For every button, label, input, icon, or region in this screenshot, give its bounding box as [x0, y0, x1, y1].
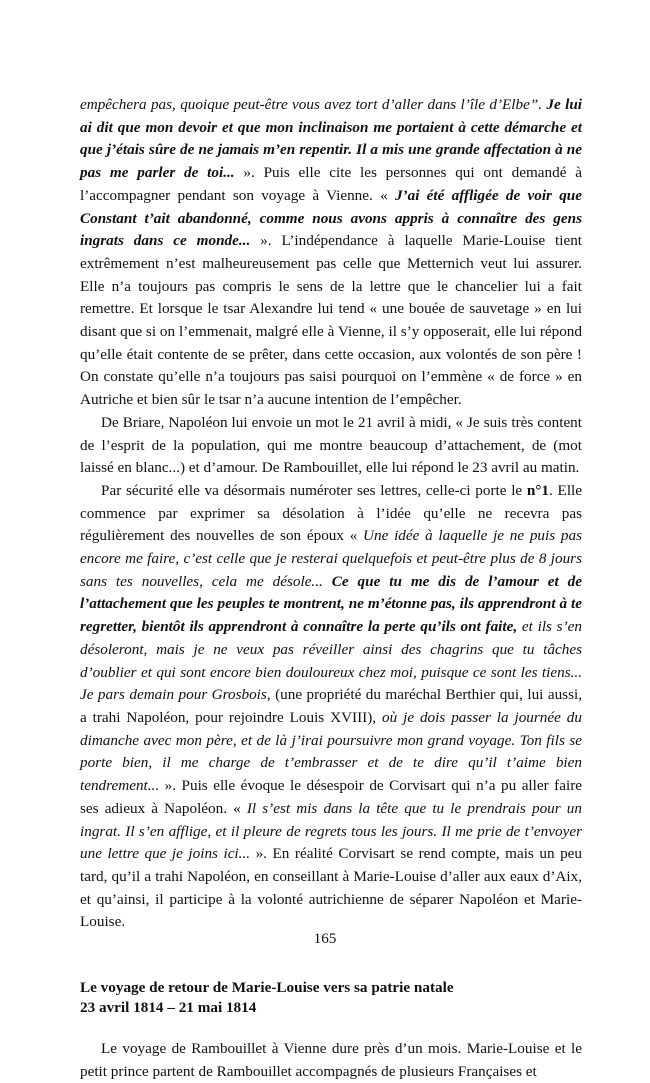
text-run: ». En réalité Corvisart se rend compte, mais un peu tard, qu’il a trahi Napoléon, en conseillant à Marie-Louise d’aller aux eaux d’Aix, et qu’ainsi, il participe à la volonté autrichienne de séparer Napoléon et Marie-Louise. [80, 845, 582, 931]
paragraph-letter-reply [80, 94, 582, 412]
paragraph-briare-note [80, 412, 582, 480]
text-run: Ce que tu me dis de l’amour et de l’attachement que les peuples te montrent, ne m’étonne pas, ils apprendront à te regretter, bientôt ils apprendront à connaître la perte qu’ils ont faite, [80, 572, 582, 636]
text-run: ». L’indépendance à laquelle Marie-Louise tient extrêmement n’est malheureusement pas celle que Metternich veut lui assurer. Elle n’a toujours pas compris le sens de la lettre que le chancelier lui a fait remettre. Et lorsque le tsar Alexandre lui tend « une bouée de sauvetage » en lui disant que si on l’emmenait, malgré elle à Vienne, il s’y opposerait, elle lui répond qu’elle était contente de se prêter, dans cette occasion, aux volontés de son père ! On constate qu’elle n’a toujours pas saisi pourquoi on l’emmène « de force » en Autriche et bien sûr le tsar n’a aucune intention de l’empêcher. [80, 232, 583, 409]
paragraph-journey-start [80, 1038, 582, 1083]
section-heading-title: Le voyage de retour de Marie-Louise vers sa patrie natale [80, 979, 454, 997]
section-heading-dates: 23 avril 1814 – 21 mai 1814 [80, 999, 257, 1017]
text-run: n°1 [526, 481, 550, 499]
text-run: Une idée à laquelle je ne puis pas encore me faire, c’est celle que je resterai quelquefois et peut-être plus de 8 jours sans tes nouvelles, cela me désole... [80, 527, 582, 590]
text-run: ». Puis elle évoque le désespoir de Corvisart qui n’a pu aller faire ses adieux à Napoléon. « [80, 777, 582, 817]
text-run: , (une propriété du maréchal Berthier qui, lui aussi, a trahi Napoléon, pour rejoindre Louis XVIII), [80, 686, 583, 726]
text-run: Le voyage de Rambouillet à Vienne dure près d’un mois. Marie-Louise et le petit prince partent de Rambouillet accompagnés de plusieurs Françaises et [80, 1040, 582, 1080]
page-number: 165 [313, 930, 337, 947]
text-run: De Briare, Napoléon lui envoie un mot le 21 avril à midi, « Je suis très content de l’esprit de la population, qui me montre beaucoup d’attachement, de (mot laissé en blanc...) et d’amour. De Rambouillet, elle lui répond le 23 avril au matin. [80, 413, 582, 477]
text-run: Je lui ai dit que mon devoir et que mon inclinaison me portaient à cette démarche et que j’étais sûre de ne jamais m’en repentir. Il a mis une grande affectation à ne pas me parler de toi... [80, 96, 582, 182]
text-run: . Elle commence par exprimer sa désolation à l’idée qu’elle ne recevra pas régulièrement des nouvelles de son époux « [80, 481, 583, 545]
text-run: Il s’est mis dans la tête que tu le prendrais pour un ingrat. Il s’en afflige, et il pleure de regrets tous les jours. Il me prie de t’envoyer une lettre que je joins ici... [80, 799, 582, 863]
text-run: Par sécurité elle va désormais numéroter ses lettres, celle-ci porte le [101, 481, 527, 499]
section-heading [80, 978, 582, 1018]
text-run: et ils s’en désoleront, mais je ne veux pas réveiller ainsi des chagrins que tu tâches d’oublier et qui sont encore bien douloureux chez moi, puisque ce sont les tiens... Je pars demain pour Grosbois [80, 618, 582, 704]
paragraph-letter-number-one [80, 480, 582, 934]
text-run: empêchera pas, quoique peut-être vous avez tort d’aller dans l’île d’Elbe”. [80, 96, 547, 113]
text-run: J’ai été affligée de voir que Constant t’ait abandonné, comme nous avons appris à connaître des gens ingrats dans ce monde... [80, 186, 582, 250]
text-run: ». Puis elle cite les personnes qui ont demandé à l’accompagner pendant son voyage à Vienne. « [80, 164, 582, 204]
text-run: où je dois passer la journée du dimanche avec mon père, et de là j’irai poursuivre mon grand voyage. Ton fils se porte bien, il me charge de t’embrasser et de te dire qu’il t’aime bien tendrement... [80, 708, 582, 795]
